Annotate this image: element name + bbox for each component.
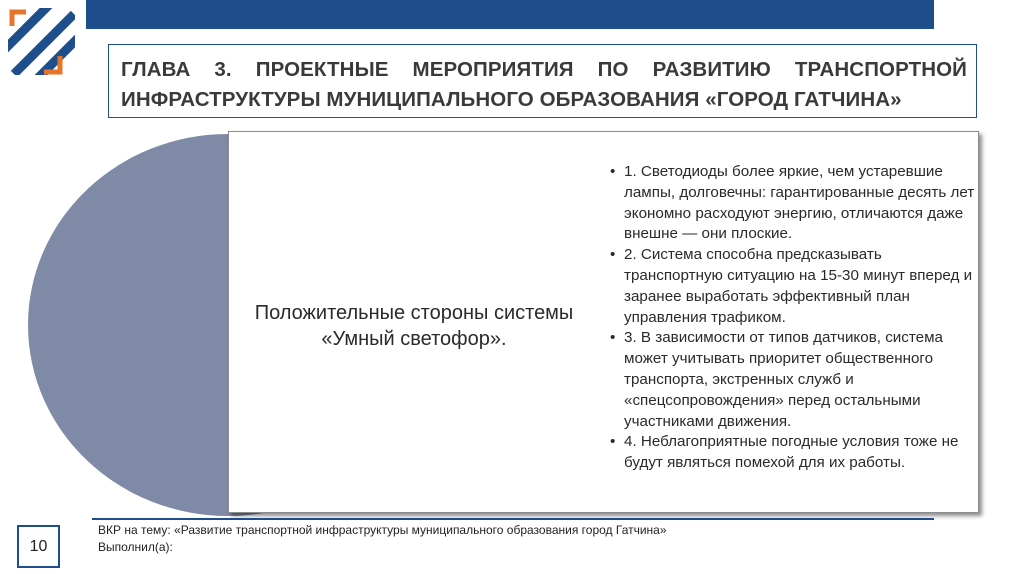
benefits-list (599, 162, 977, 474)
logo-icon (8, 8, 75, 75)
page-title (121, 55, 967, 115)
panel-heading (229, 300, 599, 352)
page-title-line-1: ГЛАВА 3. ПРОЕКТНЫЕ МЕРОПРИЯТИЯ ПО РАЗВИТИЮ ТРАНСПОРТНОЙ (121, 58, 967, 81)
bullet-icon: • (610, 246, 616, 264)
page-title-line-2: ИНФРАСТРУКТУРЫ МУНИЦИПАЛЬНОГО ОБРАЗОВАНИЯ «ГОРОД ГАТЧИНА» (121, 88, 902, 111)
list-item (599, 245, 977, 328)
bullet-icon: • (610, 329, 616, 347)
list-item-text: 3. В зависимости от типов датчиков, система может учитывать приоритет общественного транспорта, экстренных служб и «спецсопровождения» перед остальными участниками движения. (624, 329, 943, 430)
list-item-text: 1. Светодиоды более яркие, чем устаревшие лампы, долговечны: гарантированные десять лет экономно расходуют энергию, отличаются даже внешне — они плоские. (624, 163, 975, 243)
list-item (599, 328, 977, 432)
top-accent-bar (86, 0, 934, 29)
thesis-title: ВКР на тему: «Развитие транспортной инфраструктуры муниципального образования город Гатчина» (98, 523, 667, 537)
title-box (108, 44, 977, 118)
list-item (599, 432, 977, 474)
footer-divider (92, 518, 934, 520)
author-label: Выполнил(а): (98, 540, 173, 554)
content-panel (228, 131, 979, 513)
bullet-icon: • (610, 433, 616, 451)
list-item (599, 162, 977, 245)
page-number: 10 (17, 525, 60, 568)
list-item-text: 2. Система способна предсказывать транспортную ситуацию на 15-30 минут вперед и заранее выработать эффективный план управления трафиком. (624, 246, 973, 326)
panel-heading-line-2: «Умный светофор». (321, 328, 507, 350)
panel-heading-line-1: Положительные стороны системы (254, 302, 574, 324)
bullet-icon: • (610, 163, 616, 180)
list-item-text: 4. Неблагоприятные погодные условия тоже не будут являться помехой для их работы. (624, 433, 959, 472)
footer-info (98, 522, 667, 556)
